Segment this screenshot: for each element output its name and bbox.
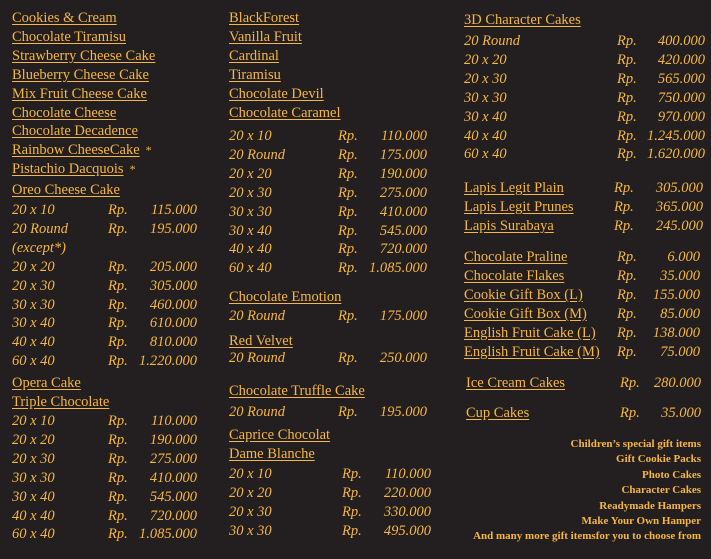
opera-row-price: 275.000 [149,450,197,467]
gift-currency: Rp. [617,286,637,303]
oreo-row-currency: Rp. [108,277,128,294]
classic-row-price: 175.000 [379,146,427,163]
classic-row-size: 30 x 30 [229,203,272,220]
menu-link-chocolate-decadence[interactable]: Chocolate Decadence [12,123,138,140]
menu-link-english-fruit-cake-m[interactable]: English Fruit Cake (M) [464,343,600,360]
opera-row-currency: Rp. [108,507,128,524]
menu-link-opera-cake[interactable]: Opera Cake [12,375,81,391]
gift-note-7: And many more gift itemsfor you to choose from [473,530,701,543]
opera-row-currency: Rp. [108,413,128,429]
character-row-size: 60 x 40 [464,146,507,163]
opera-row-price: 545.000 [149,488,197,505]
classic-row-currency: Rp. [338,165,358,182]
gift-note-4: Character Cakes [621,484,701,497]
menu-link-chocolate-devil[interactable]: Chocolate Devil [229,85,324,102]
gift-note-2: Gift Cookie Packs [616,453,701,466]
classic-row-price: 720.000 [379,241,427,258]
menu-link-chocolate-flakes[interactable]: Chocolate Flakes [464,267,565,284]
oreo-row-size: 40 x 40 [12,334,55,351]
caprice-row-currency: Rp. [342,484,362,501]
classic-row-price: 275.000 [379,184,427,201]
emotion-row-price: 175.000 [379,308,427,324]
oreo-row-price: 810.000 [149,334,197,351]
oreo-row-size: 20 x 20 [12,258,55,275]
gift-note-5: Readymade Hampers [599,499,701,512]
cup-cakes-price: 35.000 [661,405,701,421]
gift-currency: Rp. [617,343,637,360]
character-row-currency: Rp. [617,89,637,106]
classic-row-size: 40 x 40 [229,241,272,258]
menu-link-pistachio-dacquois[interactable]: Pistachio Dacquois * [12,161,136,178]
opera-row-currency: Rp. [108,526,128,543]
ice-cream-currency: Rp. [620,375,640,391]
oreo-row-currency: Rp. [108,220,128,237]
menu-link-chocolate-praline[interactable]: Chocolate Praline [464,249,568,265]
menu-link-cookies-cream[interactable]: Cookies & Cream [12,10,117,26]
opera-row-currency: Rp. [108,450,128,467]
caprice-row-price: 220.000 [383,484,431,501]
classic-row-currency: Rp. [338,260,358,277]
classic-row-size: 20 Round [229,146,285,163]
character-row-price: 565.000 [657,70,705,87]
caprice-row-price: 330.000 [383,503,431,520]
truffle-row-currency: Rp. [338,404,358,420]
asterisk-note-marker: * [129,162,136,177]
truffle-row-price: 195.000 [379,404,427,420]
opera-row-currency: Rp. [108,431,128,448]
gift-price: 85.000 [660,305,700,322]
menu-link-chocolate-truffle-cake[interactable]: Chocolate Truffle Cake [229,383,365,399]
menu-link-mix-fruit-cheese-cake[interactable]: Mix Fruit Cheese Cake [12,85,147,102]
oreo-row-price: 610.000 [149,315,197,332]
lapis-currency: Rp. [614,198,634,215]
gift-currency: Rp. [617,305,637,322]
menu-link-ice-cream-cakes[interactable]: Ice Cream Cakes [466,375,566,391]
gift-price: 138.000 [652,324,700,341]
character-row-currency: Rp. [617,33,637,49]
emotion-row-size: 20 Round [229,308,285,324]
opera-row-price: 410.000 [149,469,197,486]
gift-currency: Rp. [617,324,637,341]
menu-link-cup-cakes[interactable]: Cup Cakes [466,405,530,421]
truffle-row-size: 20 Round [229,404,285,420]
character-row-currency: Rp. [617,146,637,163]
caprice-row-size: 20 x 10 [229,466,272,482]
classic-row-size: 20 x 10 [229,128,272,144]
gift-price: 75.000 [660,343,700,360]
menu-link-chocolate-emotion[interactable]: Chocolate Emotion [229,289,342,305]
gift-price: 6.000 [667,249,700,265]
gift-currency: Rp. [617,267,637,284]
lapis-price: 365.000 [655,198,703,215]
character-row-size: 20 x 30 [464,70,507,87]
opera-row-size: 20 x 30 [12,450,55,467]
menu-link-english-fruit-cake-l[interactable]: English Fruit Cake (L) [464,324,596,341]
menu-link-caprice-chocolat[interactable]: Caprice Chocolat [229,427,331,443]
classic-row-currency: Rp. [338,146,358,163]
lapis-price: 245.000 [655,217,703,234]
gift-currency: Rp. [617,249,637,265]
oreo-row-currency: Rp. [108,202,128,218]
gift-price: 155.000 [652,286,700,303]
menu-link-cardinal[interactable]: Cardinal [229,47,279,64]
classic-row-size: 20 x 30 [229,184,272,201]
opera-row-price: 110.000 [150,413,197,429]
menu-link-lapis-legit-plain[interactable]: Lapis Legit Plain [464,180,564,196]
caprice-row-currency: Rp. [342,466,362,482]
oreo-row-currency: Rp. [108,258,128,275]
lapis-currency: Rp. [614,180,634,196]
ice-cream-price: 280.000 [653,375,701,391]
menu-link-cookie-gift-box-m[interactable]: Cookie Gift Box (M) [464,305,587,322]
opera-row-currency: Rp. [108,469,128,486]
character-row-currency: Rp. [617,51,637,68]
cup-cakes-currency: Rp. [620,405,640,421]
caprice-row-currency: Rp. [342,503,362,520]
menu-link-rainbow-cheesecake[interactable]: Rainbow CheeseCake * [12,142,152,159]
classic-row-price: 545.000 [379,222,427,239]
character-row-price: 400.000 [657,33,705,49]
menu-link-chocolate-cheese[interactable]: Chocolate Cheese [12,104,117,121]
opera-row-size: 20 x 20 [12,431,55,448]
oreo-row-size: 20 x 10 [12,202,55,218]
opera-row-price: 190.000 [149,431,197,448]
character-row-currency: Rp. [617,70,637,87]
oreo-row-size: 30 x 30 [12,296,55,313]
gift-note-6: Make Your Own Hamper [581,515,701,527]
oreo-row-currency: Rp. [108,296,128,313]
character-row-price: 750.000 [657,89,705,106]
character-row-size: 40 x 40 [464,127,507,144]
classic-row-price: 1.085.000 [369,260,427,277]
opera-row-size: 20 x 10 [12,413,55,429]
classic-row-price: 190.000 [379,165,427,182]
classic-row-price: 410.000 [379,203,427,220]
character-row-price: 1.245.000 [647,127,705,144]
character-row-currency: Rp. [617,108,637,125]
oreo-row-currency: Rp. [108,315,128,332]
red-velvet-row-currency: Rp. [338,350,358,366]
oreo-row-size: 20 x 30 [12,277,55,294]
menu-link-triple-chocolate[interactable]: Triple Chocolate [12,394,110,410]
character-row-size: 30 x 40 [464,108,507,125]
character-row-price: 420.000 [657,51,705,68]
menu-link-strawberry-cheese-cake[interactable]: Strawberry Cheese Cake [12,47,156,64]
classic-row-currency: Rp. [338,222,358,239]
red-velvet-row-size: 20 Round [229,350,285,366]
classic-row-currency: Rp. [338,184,358,201]
classic-row-currency: Rp. [338,241,358,258]
classic-row-price: 110.000 [380,128,427,144]
opera-row-currency: Rp. [108,488,128,505]
caprice-row-size: 20 x 30 [229,503,272,520]
menu-link-cookie-gift-box-l[interactable]: Cookie Gift Box (L) [464,286,583,303]
red-velvet-row-price: 250.000 [379,350,427,366]
menu-link-blackforest[interactable]: BlackForest [229,10,300,26]
caprice-row-currency: Rp. [342,522,362,539]
gift-price: 35.000 [660,267,700,284]
menu-link-chocolate-caramel[interactable]: Chocolate Caramel [229,104,341,121]
emotion-row-currency: Rp. [338,308,358,324]
oreo-row-price: 1.220.000 [139,353,197,370]
character-row-price: 970.000 [657,108,705,125]
menu-link-chocolate-tiramisu[interactable]: Chocolate Tiramisu [12,28,126,45]
oreo-row-currency: Rp. [108,334,128,351]
classic-row-size: 30 x 40 [229,222,272,239]
opera-row-price: 1.085.000 [139,526,197,543]
opera-row-size: 40 x 40 [12,507,55,524]
lapis-currency: Rp. [614,217,634,234]
gift-note-3: Photo Cakes [642,468,701,481]
classic-row-size: 20 x 20 [229,165,272,182]
menu-link-oreo-cheese-cake[interactable]: Oreo Cheese Cake [12,182,120,198]
opera-row-size: 30 x 40 [12,488,55,505]
lapis-price: 305.000 [655,180,703,196]
character-row-price: 1.620.000 [647,146,705,163]
oreo-row-price: 460.000 [149,296,197,313]
oreo-row-size: 20 Round [12,220,68,237]
oreo-row-size: 60 x 40 [12,353,55,370]
menu-link-blueberry-cheese-cake[interactable]: Blueberry Cheese Cake [12,66,149,83]
caprice-row-price: 495.000 [383,522,431,539]
menu-link-3d-character-cakes[interactable]: 3D Character Cakes [464,12,581,28]
menu-link-tiramisu[interactable]: Tiramisu [229,66,281,83]
opera-row-size: 30 x 30 [12,469,55,486]
character-row-currency: Rp. [617,127,637,144]
classic-row-currency: Rp. [338,128,358,144]
menu-link-dame-blanche[interactable]: Dame Blanche [229,446,315,462]
classic-row-currency: Rp. [338,203,358,220]
caprice-row-price: 110.000 [384,466,431,482]
caprice-row-size: 30 x 30 [229,522,272,539]
oreo-row-price: 195.000 [149,220,197,237]
oreo-row-currency: Rp. [108,353,128,370]
opera-row-size: 60 x 40 [12,526,55,543]
character-row-size: 20 x 20 [464,51,507,68]
menu-link-lapis-surabaya[interactable]: Lapis Surabaya [464,217,554,234]
oreo-row-price: 205.000 [149,258,197,275]
caprice-row-size: 20 x 20 [229,484,272,501]
except-note: (except*) [12,239,66,256]
character-row-size: 30 x 30 [464,89,507,106]
oreo-row-size: 30 x 40 [12,315,55,332]
menu-link-lapis-legit-prunes[interactable]: Lapis Legit Prunes [464,198,574,215]
menu-link-red-velvet[interactable]: Red Velvet [229,333,293,349]
character-row-size: 20 Round [464,33,520,49]
gift-note-1: Children’s special gift items [570,438,701,450]
menu-link-vanilla-fruit[interactable]: Vanilla Fruit [229,28,302,45]
opera-row-price: 720.000 [149,507,197,524]
asterisk-note-marker: * [145,143,152,158]
oreo-row-price: 305.000 [149,277,197,294]
classic-row-size: 60 x 40 [229,260,272,277]
oreo-row-price: 115.000 [150,202,197,218]
